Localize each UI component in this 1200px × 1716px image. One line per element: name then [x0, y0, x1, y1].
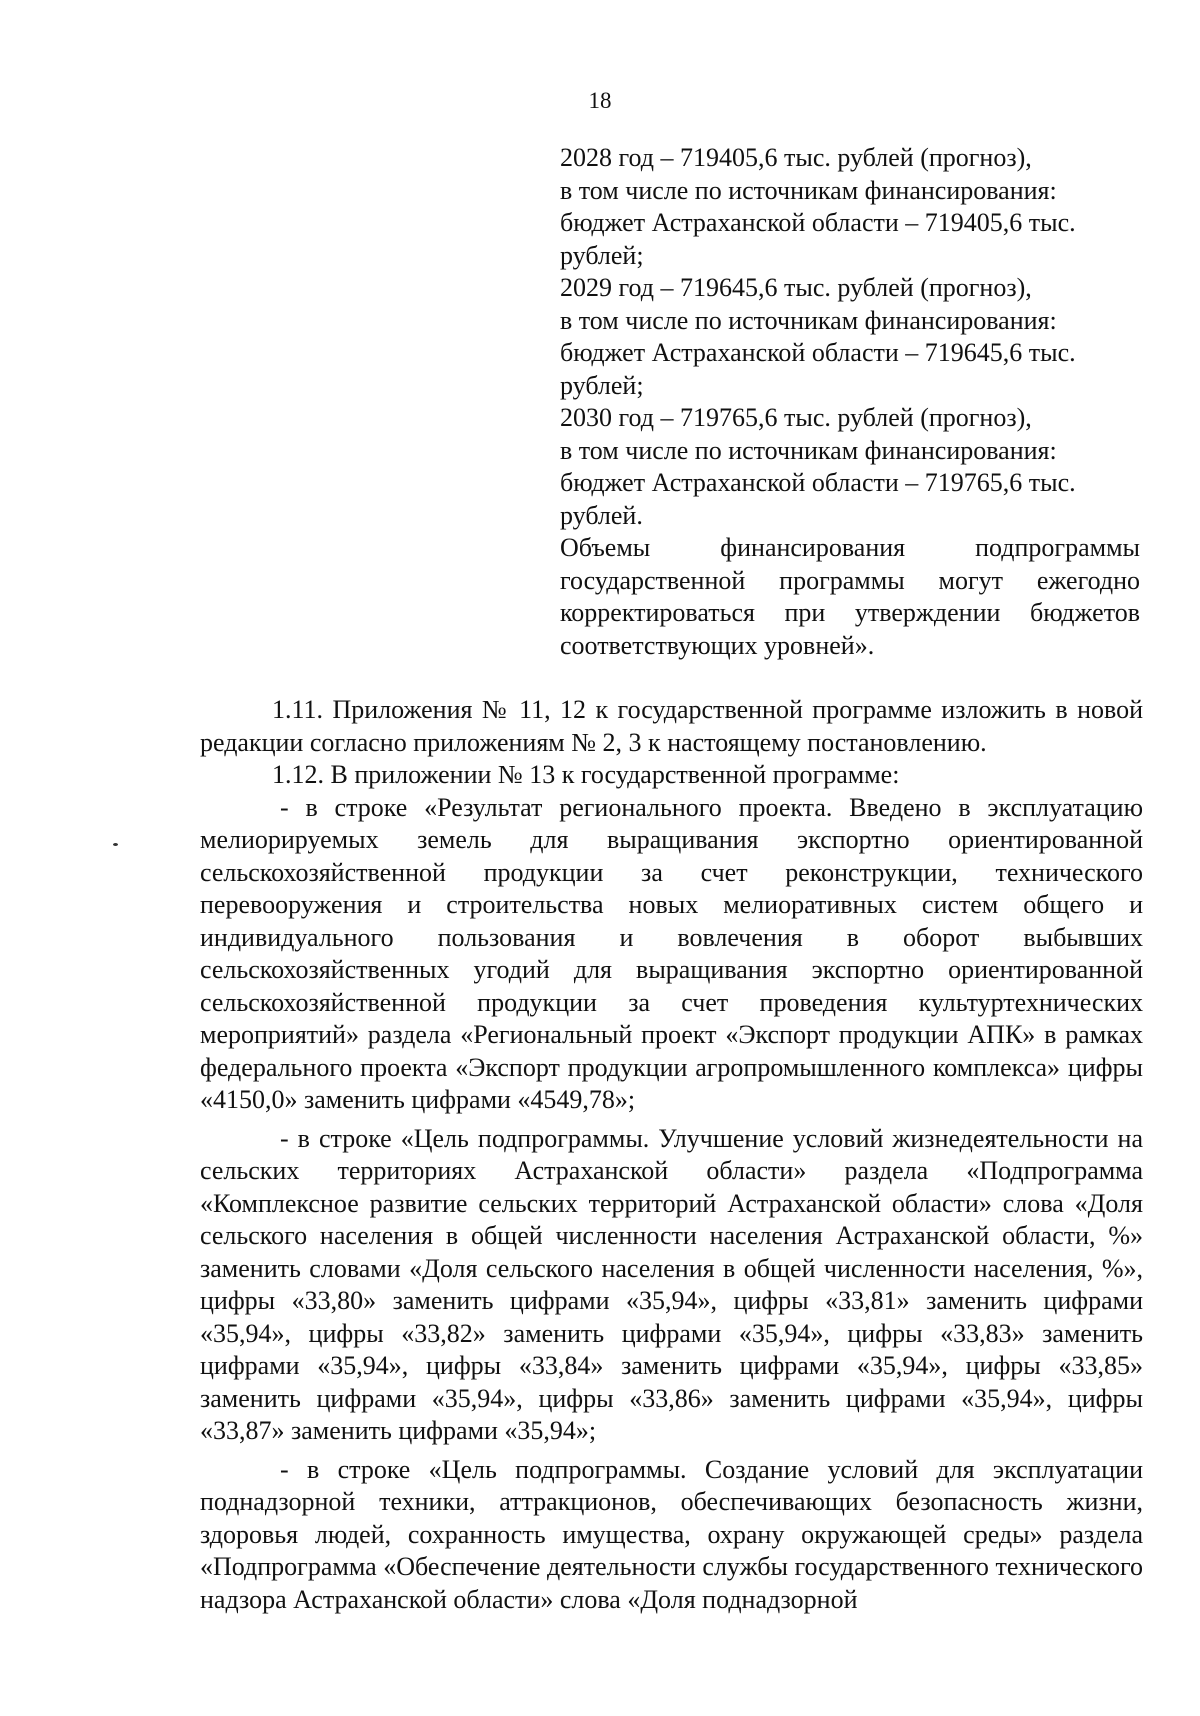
- funding-line: 2029 год – 719645,6 тыс. рублей (прогноз),: [560, 273, 1032, 302]
- funding-line: в том числе по источникам финансирования:: [560, 305, 1057, 335]
- list-item: - в строке «Результат регионального проекта. Введено в эксплуатацию мелиорируемых земель для выращивания экспортно ориентированной сельскохозяйственной продукции за счет реконструкции, технического перевооружения и строительства новых мелиоративных систем общего и индивидуального пользования и вовлечения в оборот выбывших сельскохозяйственных угодий для выращивания экспортно ориентированной сельскохозяйственной продукции за счет проведения культуртехнических мероприятий» раздела «Региональный проект «Экспорт продукции АПК» в рамках федерального проекта «Экспорт продукции агропромышленного комплекса» цифры «4150,0» заменить цифрами «4549,78»;: [200, 792, 1143, 1114]
- list-item: - в строке «Цель подпрограммы. Создание условий для эксплуатации поднадзорной техники, аттракционов, обеспечивающих безопасность жизни, здоровья людей, сохранность имущества, охрану окружающей среды» раздела «Подпрограмма «Обеспечение деятельности службы государственного технического надзора Астраханской области» слова «Доля поднадзорной: [200, 1454, 1143, 1614]
- list-item: - в строке «Цель подпрограммы. Улучшение условий жизнедеятельности на сельских территориях Астраханской области» раздела «Подпрограмма «Комплексное развитие сельских территорий Астраханской области» слова «Доля сельского населения в общей численности населения Астраханской области, %» заменить словами «Доля сельского населения в общей численности населения, %», цифры «33,80» заменить цифрами «35,94», цифры «33,81» заменить цифрами «35,94», цифры «33,82» заменить цифрами «35,94», цифры «33,83» заменить цифрами «35,94», цифры «33,84» заменить цифрами «35,94», цифры «33,85» заменить цифрами «35,94», цифры «33,86» заменить цифрами «35,94», цифры «33,87» заменить цифрами «35,94»;: [200, 1123, 1143, 1445]
- funding-line: 2028 год – 719405,6 тыс. рублей (прогноз),: [560, 143, 1032, 172]
- funding-line: бюджет Астраханской области – 719765,6 тыс.: [560, 468, 1076, 497]
- scan-speck: [113, 843, 118, 846]
- funding-line: рублей.: [560, 500, 643, 530]
- page-number: 18: [588, 88, 612, 113]
- funding-line: в том числе по источникам финансирования:: [560, 175, 1057, 205]
- funding-line: бюджет Астраханской области – 719645,6 тыс.: [560, 338, 1076, 367]
- paragraph-1-12: 1.12. В приложении № 13 к государственной программе:: [272, 760, 900, 789]
- funding-block: [560, 142, 1140, 662]
- funding-line: в том числе по источникам финансирования:: [560, 435, 1057, 465]
- paragraph-1-11: 1.11. Приложения № 11, 12 к государственной программе изложить в новой редакции согласно приложениям № 2, 3 к настоящему постановлению.: [200, 695, 1143, 757]
- document-body: [200, 694, 1143, 1616]
- funding-closing-paragraph: Объемы финансирования подпрограммы государственной программы могут ежегодно корректироваться при утверждении бюджетов соответствующих уровней».: [560, 533, 1140, 660]
- funding-line: 2030 год – 719765,6 тыс. рублей (прогноз),: [560, 403, 1032, 432]
- funding-line: рублей;: [560, 370, 644, 400]
- funding-line: бюджет Астраханской области – 719405,6 тыс.: [560, 208, 1076, 237]
- funding-line: рублей;: [560, 240, 644, 270]
